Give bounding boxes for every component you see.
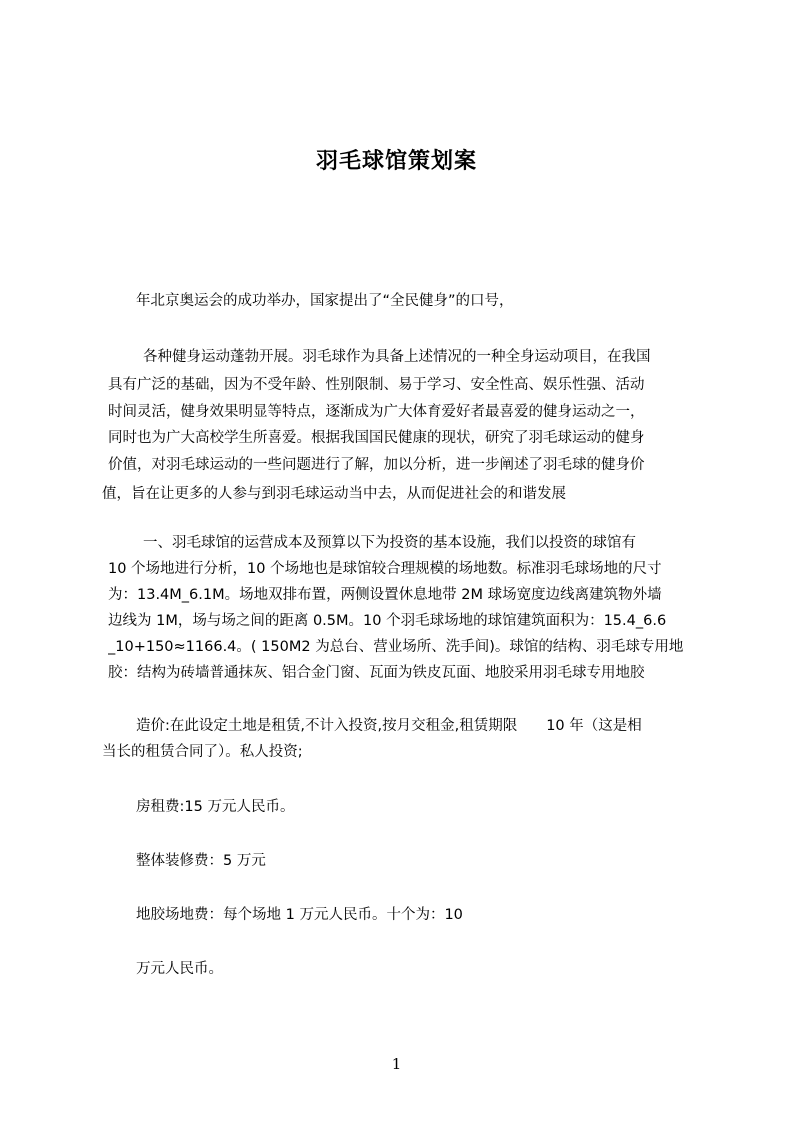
paragraph-line: 10 个场地进行分析，10 个场地也是球馆较合理规模的场地数。标准羽毛球场地的尺寸 — [108, 561, 662, 577]
paragraph-line: _10+150≈1166.4。( 150M2 为总台、营业场所、洗手间)。球馆的结构、羽毛球专用地 — [108, 639, 684, 655]
paragraph-line: 整体装修费：5 万元 — [136, 853, 266, 869]
paragraph-line: 值，旨在让更多的人参与到羽毛球运动当中去，从而促进社会的和谐发展 — [102, 486, 566, 502]
page-number: 1 — [391, 1055, 402, 1073]
paragraph-line: 造价:在此设定土地是租赁,不计入投资,按月交租金,租赁期限 10 年（这是相 — [136, 718, 642, 734]
paragraph-line: 一、羽毛球馆的运营成本及预算以下为投资的基本设施，我们以投资的球馆有 — [143, 535, 636, 551]
document-title: 羽毛球馆策划案 — [315, 149, 477, 174]
paragraph-line: 各种健身运动蓬勃开展。羽毛球作为具备上述情况的一种全身运动项目，在我国 — [143, 349, 651, 365]
paragraph-line: 年北京奥运会的成功举办，国家提出了“全民健身”的口号， — [136, 293, 514, 309]
paragraph-line: 胶：结构为砖墙普通抹灰、铝合金门窗、瓦面为铁皮瓦面、地胶采用羽毛球专用地胶 — [108, 665, 645, 681]
paragraph-line: 万元人民币。 — [136, 961, 223, 977]
paragraph-line: 时间灵活，健身效果明显等特点，逐渐成为广大体育爱好者最喜爱的健身运动之一， — [108, 404, 645, 420]
paragraph-line: 房租费:15 万元人民币。 — [136, 799, 295, 815]
paragraph-line: 价值，对羽毛球运动的一些问题进行了解，加以分析，进一步阐述了羽毛球的健身价 — [108, 457, 645, 473]
paragraph-line: 同时也为广大高校学生所喜爱。根据我国国民健康的现状，研究了羽毛球运动的健身 — [108, 430, 645, 446]
paragraph-line: 当长的租赁合同了）。私人投资; — [102, 744, 303, 760]
paragraph-line: 边线为 1M，场与场之间的距离 0.5M。10 个羽毛球场地的球馆建筑面积为：15.4_6.6 — [108, 613, 667, 629]
paragraph-line: 地胶场地费：每个场地 1 万元人民币。十个为：10 — [136, 907, 463, 923]
paragraph-line: 为：13.4M_6.1M。场地双排布置，两侧设置休息地带 2M 球场宽度边线离建筑物外墙 — [108, 587, 662, 603]
paragraph-line: 具有广泛的基础，因为不受年龄、性别限制、易于学习、安全性高、娱乐性强、活动 — [108, 377, 645, 393]
